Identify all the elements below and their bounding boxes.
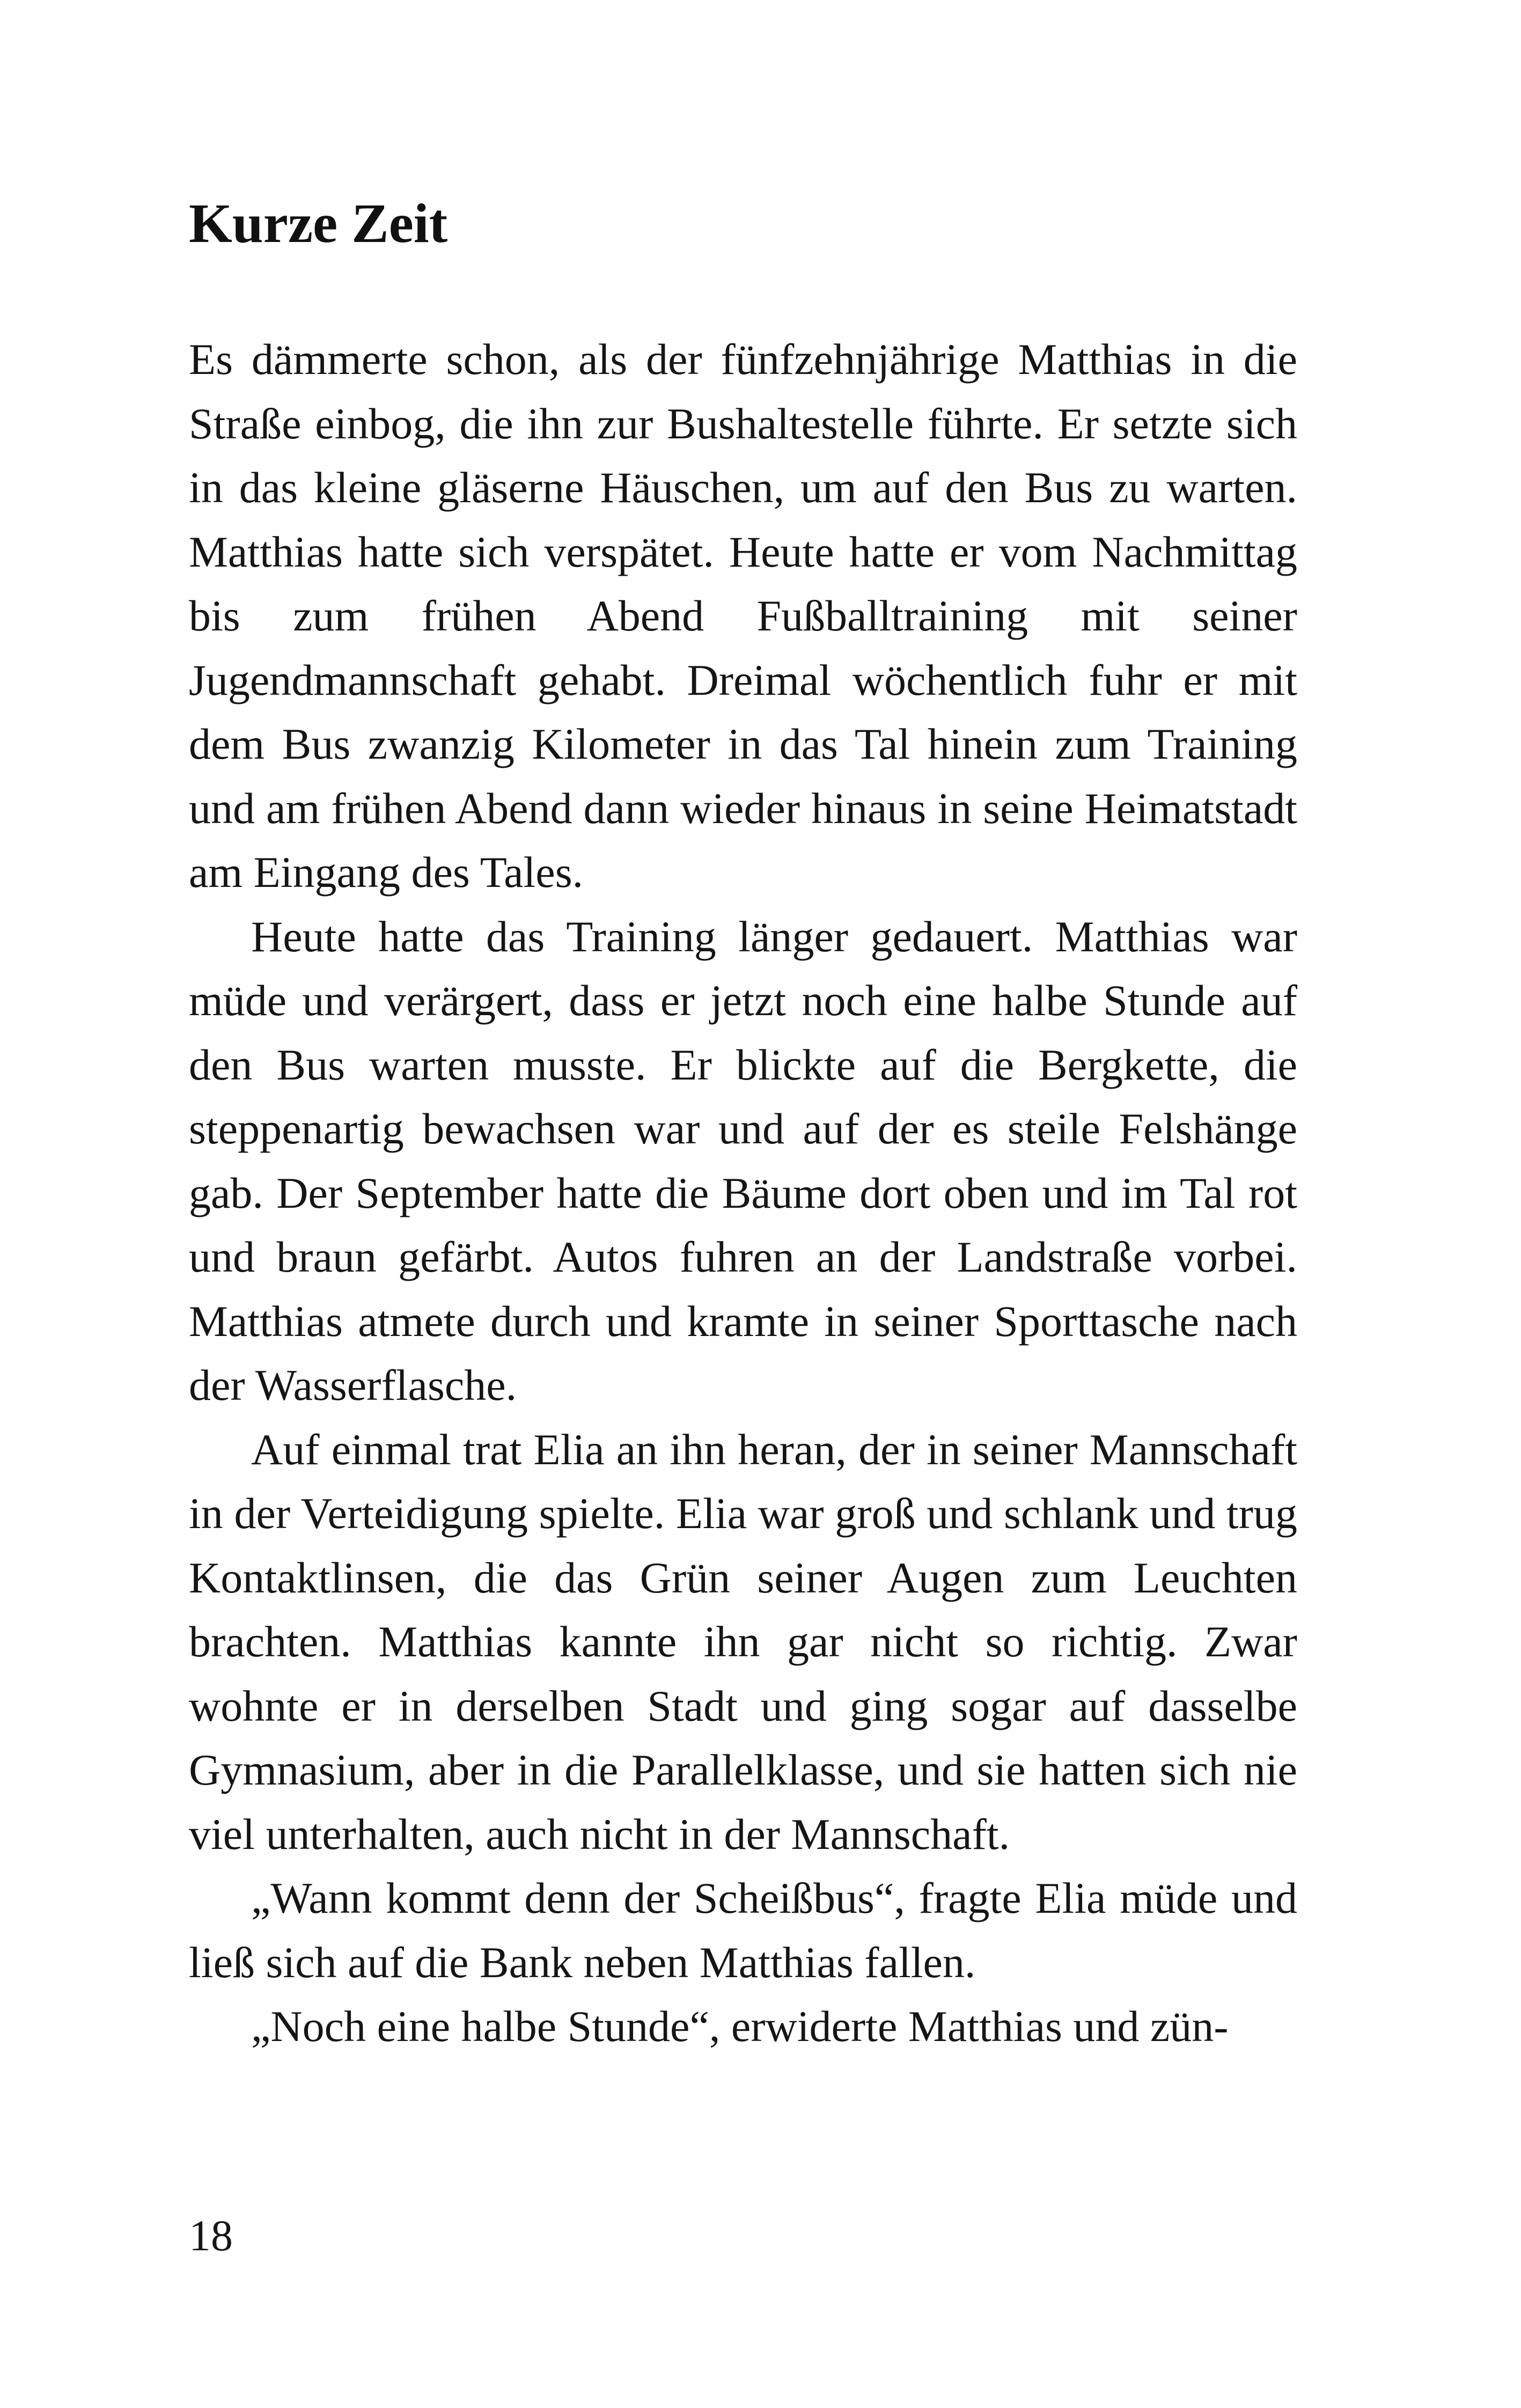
body-text <box>189 327 1297 2059</box>
paragraph: „Noch eine halbe Stunde“, erwiderte Matthias und zün- <box>251 2002 1229 2051</box>
chapter-title: Kurze Zeit <box>189 193 448 254</box>
paragraph: Es dämmerte schon, als der fünfzehnjährige Matthias in die Straße einbog, die ihn zur Bushaltestelle führte. Er setzte sich in das kleine gläserne Häuschen, um auf den Bus zu warten. Matthias hatte sich verspätet. Heute hatte er vom Nachmittag bis zum frühen Abend Fußballtraining mit seiner Jugendmannschaft gehabt. Dreimal wöchentlich fuhr er mit dem Bus zwanzig Kilometer in das Tal hinein zum Training und am frühen Abend dann wieder hinaus in seine Heimatstadt am Eingang des Tales. <box>189 335 1297 897</box>
page-number: 18 <box>189 2211 233 2260</box>
paragraph: „Wann kommt denn der Scheißbus“, fragte Elia müde und ließ sich auf die Bank neben Matthias fallen. <box>189 1874 1297 1987</box>
paragraph: Heute hatte das Training länger gedauert. Matthias war müde und verärgert, dass er jetzt noch eine halbe Stunde auf den Bus warten musste. Er blickte auf die Bergkette, die steppenartig bewachsen war und auf der es steile Felshänge gab. Der September hatte die Bäume dort oben und im Tal rot und braun gefärbt. Autos fuhren an der Landstraße vorbei. Matthias atmete durch und kramte in seiner Sporttasche nach der Wasserflasche. <box>189 912 1297 1409</box>
paragraph: Auf einmal trat Elia an ihn heran, der in seiner Mannschaft in der Verteidigung spielte. Elia war groß und schlank und trug Kontaktlinsen, die das Grün seiner Augen zum Leuchten brachten. Matthias kannte ihn gar nicht so richtig. Zwar wohnte er in derselben Stadt und ging sogar auf dasselbe Gymnasium, aber in die Parallelklasse, und sie hatten sich nie viel unterhalten, auch nicht in der Mannschaft. <box>189 1425 1297 1859</box>
